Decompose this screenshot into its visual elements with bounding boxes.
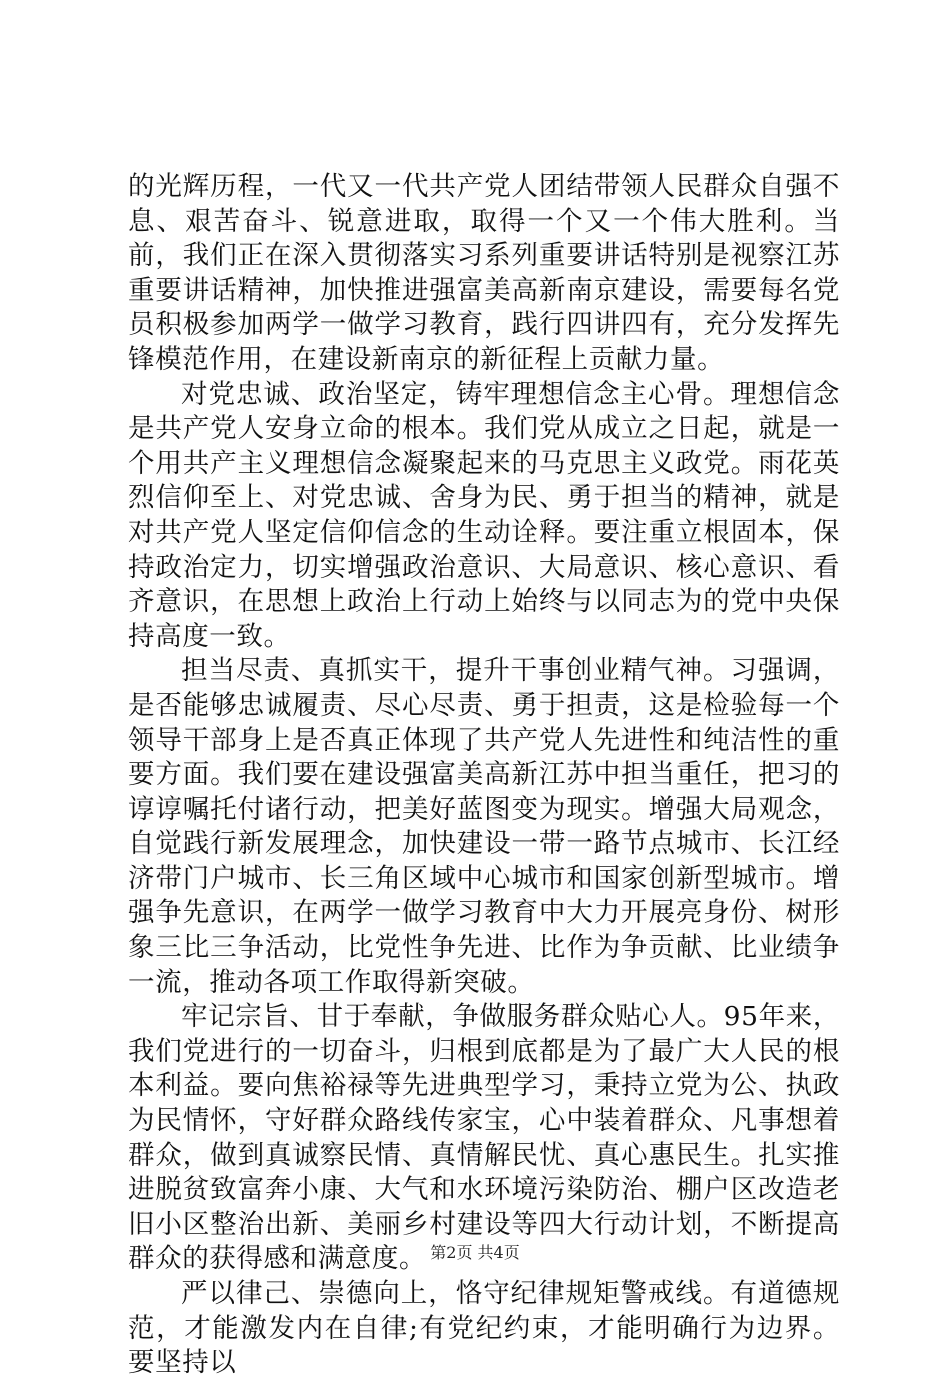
- paragraph-responsibility: 担当尽责、真抓实干，提升干事创业精气神。习强调，是否能够忠诚履责、尽心尽责、勇于担责，这是检验每一个领导干部身上是否真正体现了共产党人先进性和纯洁性的重要方面。我们要在建设强富美高新江苏中担当重任，把习的谆谆嘱托付诸行动，把美好蓝图变为现实。增强大局观念，自觉践行新发展理念，加快建设一带一路节点城市、长江经济带门户城市、长三角区域中心城市和国家创新型城市。增强争先意识，在两学一做学习教育中大力开展亮身份、树形象三比三争活动，比党性争先进、比作为争贡献、比业绩争一流，推动各项工作取得新突破。: [128, 655, 840, 998]
- paragraph-continuation: 的光辉历程，一代又一代共产党人团结带领人民群众自强不息、艰苦奋斗、锐意进取，取得一个又一个伟大胜利。当前，我们正在深入贯彻落实习系列重要讲话特别是视察江苏重要讲话精神，加快推进强富美高新南京建设，需要每名党员积极参加两学一做学习教育，践行四讲四有，充分发挥先锋模范作用，在建设新南京的新征程上贡献力量。: [128, 171, 840, 375]
- paragraph-loyalty: 对党忠诚、政治坚定，铸牢理想信念主心骨。理想信念是共产党人安身立命的根本。我们党从成立之日起，就是一个用共产主义理想信念凝聚起来的马克思主义政党。雨花英烈信仰至上、对党忠诚、舍身为民、勇于担当的精神，就是对共产党人坚定信仰信念的生动诠释。要注重立根固本，保持政治定力，切实增强政治意识、大局意识、核心意识、看齐意识，在思想上政治上行动上始终与以同志为的党中央保持高度一致。: [128, 378, 840, 652]
- paragraph-discipline: 严以律己、崇德向上，恪守纪律规矩警戒线。有道德规范，才能激发内在自律;有党纪约束，才能明确行为边界。要坚持以: [128, 1278, 840, 1379]
- page-footer: 第2页 共4页: [430, 1243, 520, 1262]
- document-body: [128, 170, 840, 1381]
- paragraph-service: 牢记宗旨、甘于奉献，争做服务群众贴心人。95年来，我们党进行的一切奋斗，归根到底都是为了最广大人民的根本利益。要向焦裕禄等先进典型学习，秉持立党为公、执政为民情怀，守好群众路线传家宝，心中装着群众、凡事想着群众，做到真诚察民情、真情解民忧、真心惠民生。扎实推进脱贫致富奔小康、大气和水环境污染防治、棚户区改造老旧小区整治出新、美丽乡村建设等四大行动计划，不断提高群众的获得感和满意度。: [128, 1001, 840, 1275]
